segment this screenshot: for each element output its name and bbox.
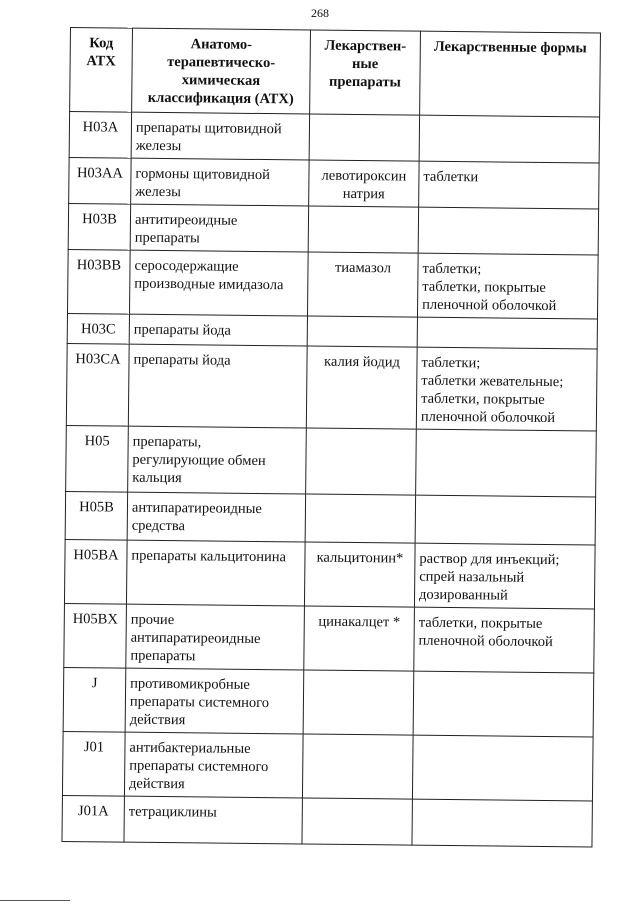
atc-table-container — [61, 27, 599, 845]
header-text: классификация (АТХ) — [147, 89, 294, 108]
cell-text: антипаратиреоидные — [131, 499, 262, 518]
cell-text: антипаратиреоидные — [130, 629, 261, 648]
header-drugs — [310, 30, 421, 115]
cell-text: препараты, — [132, 433, 202, 451]
table-row — [65, 491, 595, 545]
cell-code — [67, 249, 130, 314]
cell-code — [65, 491, 127, 540]
cell-code — [69, 157, 131, 204]
cell-text: препараты кальцитонина — [131, 547, 287, 566]
cell-forms — [416, 347, 597, 431]
cell-classification — [124, 796, 302, 844]
cell-text: регулирующие обмен — [132, 451, 266, 470]
cell-code — [62, 795, 124, 842]
cell-classification — [124, 732, 303, 798]
header-text: препараты — [328, 73, 401, 91]
cell-drug — [305, 494, 415, 543]
cell-text: H03AA — [76, 165, 124, 182]
cell-text: действия — [129, 711, 186, 729]
cell-drug — [308, 206, 418, 253]
cell-classification — [129, 250, 308, 316]
page-number: 268 — [311, 6, 329, 20]
cell-text: препараты — [134, 229, 200, 247]
cell-classification — [129, 314, 307, 346]
table-row — [64, 603, 595, 673]
header-text: химическая — [181, 72, 261, 89]
cell-text: таблетки; — [422, 260, 482, 278]
cell-code — [68, 203, 130, 250]
cell-text: железы — [135, 183, 181, 201]
cell-drug — [306, 428, 417, 495]
cell-drug — [307, 252, 418, 317]
cell-code — [69, 112, 131, 159]
table-row — [69, 112, 599, 164]
header-classification — [132, 28, 311, 114]
cell-text: препараты щитовидной — [135, 119, 282, 138]
cell-text: цинакалцет * — [318, 613, 401, 631]
cell-text: препараты йода — [133, 351, 231, 369]
cell-text: H05 — [84, 433, 110, 450]
cell-text: J — [91, 675, 98, 692]
cell-code — [63, 667, 126, 732]
cell-forms — [414, 607, 595, 673]
cell-classification — [127, 492, 305, 542]
cell-forms — [415, 495, 595, 545]
cell-text: J01A — [77, 803, 109, 820]
cell-text: пленочной оболочкой — [420, 408, 556, 427]
cell-text: таблетки, покрытые — [418, 614, 543, 632]
cell-text: H05BA — [73, 547, 119, 564]
cell-text: калия йодид — [324, 353, 400, 371]
cell-text: H05B — [79, 499, 114, 516]
header-code — [70, 28, 133, 113]
cell-drug — [307, 316, 417, 347]
cell-drug — [309, 160, 419, 207]
cell-code — [66, 425, 129, 492]
cell-text: производные имидазола — [134, 275, 284, 294]
header-text: Лекарственные формы — [433, 38, 587, 57]
table-row — [68, 203, 598, 255]
header-text: Анатомо- — [190, 36, 253, 53]
header-forms — [420, 31, 601, 117]
cell-drug — [304, 542, 415, 607]
cell-text: таблетки; — [421, 354, 481, 372]
cell-text: пленочной оболочкой — [422, 296, 557, 315]
cell-drug — [309, 114, 419, 161]
cell-forms — [412, 735, 593, 801]
cell-text: таблетки, покрытые — [422, 278, 546, 296]
cell-text: левотироксин — [321, 167, 407, 185]
cell-code — [67, 313, 129, 344]
cell-text: натрия — [342, 185, 385, 203]
cell-drug — [303, 670, 414, 735]
cell-text: H03B — [82, 211, 117, 228]
cell-text: антитиреоидные — [134, 211, 238, 229]
cell-forms — [414, 543, 595, 609]
cell-text: тиамазол — [334, 259, 392, 277]
header-text: АТХ — [86, 53, 116, 70]
cell-drug — [304, 606, 415, 671]
table-row — [62, 795, 592, 847]
cell-drug — [306, 346, 417, 429]
cell-text: H03C — [80, 321, 116, 338]
cell-code — [64, 603, 127, 668]
header-text: ные — [351, 55, 379, 73]
cell-text: J01 — [83, 739, 105, 756]
cell-code — [64, 539, 127, 604]
cell-forms — [417, 253, 598, 319]
cell-classification — [126, 604, 305, 670]
cell-text: противомикробные — [130, 675, 250, 693]
cell-drug — [302, 734, 413, 799]
cell-forms — [418, 207, 598, 255]
cell-text: пленочной оболочкой — [418, 632, 553, 651]
cell-text: H03BB — [76, 257, 122, 274]
cell-text: H03CA — [75, 351, 121, 368]
header-text: Код — [89, 35, 114, 52]
cell-forms — [419, 115, 599, 163]
cell-classification — [128, 426, 307, 494]
cell-text: средства — [131, 517, 186, 535]
cell-text: спрей назальный — [419, 568, 525, 586]
cell-forms — [417, 317, 597, 349]
cell-forms — [412, 799, 592, 847]
cell-classification — [131, 158, 309, 206]
cell-classification — [131, 112, 309, 160]
cell-forms — [416, 429, 597, 497]
cell-text: прочие — [130, 611, 175, 629]
cell-classification — [126, 540, 305, 606]
cell-code — [66, 343, 129, 426]
cell-text: тетрациклины — [128, 803, 217, 821]
atc-table — [61, 27, 601, 848]
cell-text: кальцитонин* — [316, 549, 404, 567]
table-row — [69, 157, 599, 209]
cell-text: антибактериальные — [129, 739, 251, 757]
cell-text: действия — [128, 775, 185, 793]
table-row — [66, 343, 597, 431]
cell-text: H03A — [82, 119, 119, 136]
cell-text: дозированный — [418, 586, 508, 604]
cell-text: раствор для инъекций; — [419, 550, 560, 569]
table-row — [66, 425, 597, 497]
cell-drug — [302, 798, 412, 845]
cell-text: таблетки — [423, 168, 479, 186]
table-row — [63, 667, 594, 737]
header-text: Лекарствен- — [324, 37, 407, 55]
cell-text: серосодержащие — [134, 257, 239, 275]
cell-text: препараты системного — [129, 757, 269, 776]
cell-text: гормоны щитовидной — [135, 165, 271, 184]
cell-forms — [413, 671, 594, 737]
table-row — [67, 249, 598, 319]
table-row — [64, 539, 595, 609]
cell-text: железы — [135, 137, 182, 155]
cell-text: таблетки жевательные; — [421, 372, 564, 391]
cell-text: кальция — [132, 469, 182, 487]
cell-code — [62, 731, 125, 796]
scan-artifact — [0, 900, 70, 901]
header-row — [70, 28, 601, 118]
header-text: терапевтическо- — [167, 54, 276, 72]
table-body — [62, 112, 600, 848]
cell-classification — [125, 668, 304, 734]
table-row — [62, 731, 593, 801]
cell-classification — [130, 204, 308, 252]
cell-text: препараты йода — [133, 321, 231, 339]
cell-text: H05BX — [72, 611, 118, 628]
cell-text: таблетки, покрытые — [421, 390, 545, 408]
cell-forms — [419, 161, 599, 209]
cell-classification — [128, 344, 307, 428]
cell-text: препараты — [130, 647, 196, 665]
cell-text: препараты системного — [129, 693, 270, 712]
